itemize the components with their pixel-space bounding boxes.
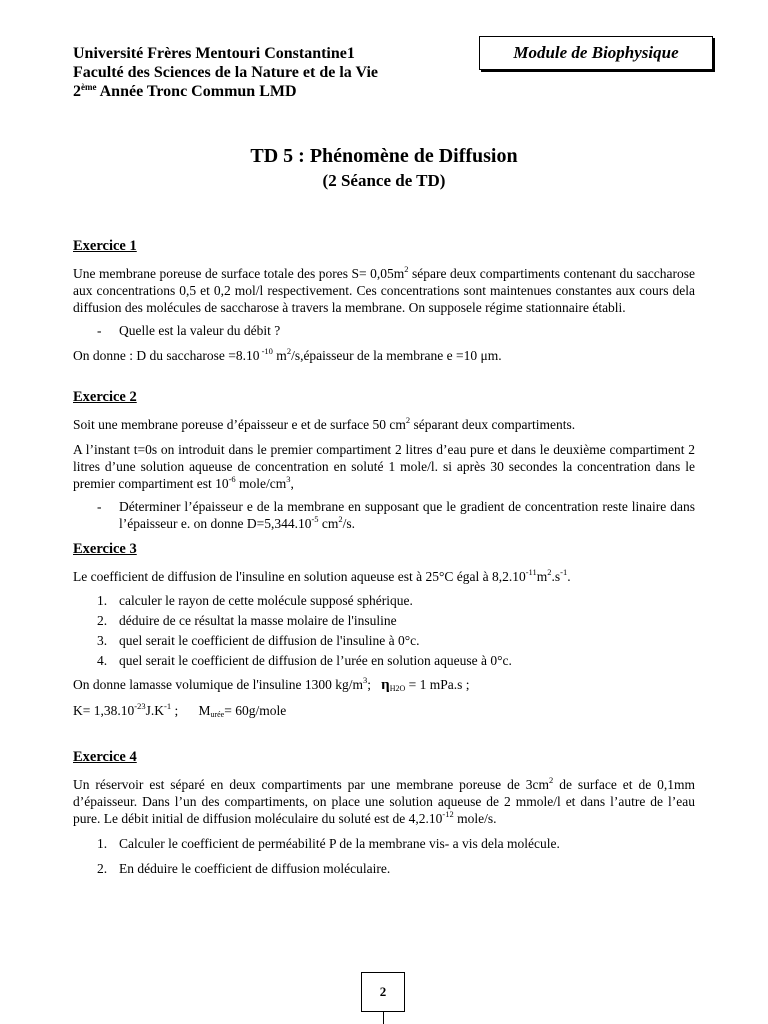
exercise-2-statement-1: Soit une membrane poreuse d’épaisseur e et de surface 50 $cm^2$ séparant deux compartiments.: [73, 415, 576, 432]
exercise-4-questions: [73, 835, 695, 877]
exercise-3: [73, 541, 695, 719]
exercise-1-statement: Une membrane poreuse de surface totale des pores $S= 0,05m^2$ sépare deux compartiments contenant du saccharose aux concentrations 0,5 et 0,2 mol/l respectivement. Ces concentrations sont maintenues constantes aux cours dela diffusion des molécules de saccharose à travers la membrane. On supposele régime stationnaire établi.: [73, 264, 695, 315]
list-item: 1. Calculer le coefficient de perméabilité P de la membrane vis- a vis dela molécule.: [97, 836, 560, 851]
exercise-2: [73, 389, 695, 532]
exercise-2-statement-2: A l’instant t=0s on introduit dans le premier compartiment 2 litres d’eau pure et dans le deuxième compartiment 2 litres d’une solution aqueuse de concentration en soluté 1 mole/l. si après 30 secondes la concentration dans le premier compartiment est $10^{-6}$ mole/$cm^3$,: [73, 442, 695, 491]
exercise-4-statement: Un réservoir est séparé en deux compartiments par une membrane poreuse de $3cm^2$ de surface et de 0,1mm d’épaisseur. Dans l’un des compartiments, on place une solution aqueuse de 2 mmole/l et dans l’autre de l’eau pure. Le débit initial de diffusion moléculaire du soluté est de $4,2.10^{-12}$ mole/s.: [73, 775, 695, 826]
exercise-1-heading: Exercice 1: [73, 238, 137, 254]
exercise-3-heading: Exercice 3: [73, 541, 137, 557]
document-title: TD 5 : Phénomène de Diffusion: [250, 145, 518, 167]
year-level: 2ème Année Tronc Commun LMD: [73, 82, 297, 100]
page-number-box: [361, 972, 405, 1012]
document-subtitle: (2 Séance de TD): [322, 171, 446, 190]
list-item: 1. calculer le rayon de cette molécule supposé sphérique.: [97, 593, 413, 608]
exercise-3-data-2: $K= 1,38.10^{-23}J.K^{-1}$ ; $M_{urée}=$ 60g/mole: [73, 701, 287, 719]
faculty-name: Faculté des Sciences de la Nature et de la Vie: [73, 64, 378, 81]
page-number: 2: [379, 984, 387, 999]
list-item: 4. quel serait le coefficient de diffusion de l’urée en solution aqueuse à 0°c.: [97, 653, 512, 668]
exercise-4-heading: Exercice 4: [73, 749, 137, 765]
exercise-3-questions: [73, 592, 695, 669]
exercise-4: [73, 749, 695, 877]
module-title: Module de Biophysique: [513, 43, 679, 62]
exercise-1-question: - Quelle est la valeur du débit ?: [97, 323, 281, 338]
list-item: 3. quel serait le coefficient de diffusion de l'insuline à 0°c.: [97, 633, 420, 648]
university-name: Université Frères Mentouri Constantine1: [73, 45, 355, 62]
list-item: 2. déduire de ce résultat la masse molaire de l'insuline: [97, 613, 397, 628]
exercise-2-question: - Déterminer l’épaisseur e de la membrane en supposant que le gradient de concentration reste linaire dans l’épaisseur e. on donne $D=5,344.10^{-5}$ $cm^2/s$.: [97, 499, 695, 531]
list-item: 2. En déduire le coefficient de diffusion moléculaire.: [97, 861, 391, 876]
exercises-body: [73, 238, 695, 880]
module-title-box: [479, 36, 713, 70]
institution-header: [73, 44, 378, 101]
exercise-3-data-1: On donne lamasse volumique de l'insuline 1300 $kg/m^3$; $\eta_{H2O} = 1$ mPa.s ;: [73, 675, 470, 693]
exercise-1-data: On donne : D du saccharose =8.10 $^{-10}$ $m^2/s,épaisseur$ de la membrane e =10 μm.: [73, 346, 502, 363]
page-connector-line: [383, 1012, 384, 1024]
exercise-1: [73, 238, 695, 364]
exercise-2-heading: Exercice 2: [73, 389, 137, 405]
exercise-3-statement: Le coefficient de diffusion de l'insuline en solution aqueuse est à 25°C égal à $8,2.10^{-11}m^2.s^{-1}$.: [73, 567, 571, 584]
